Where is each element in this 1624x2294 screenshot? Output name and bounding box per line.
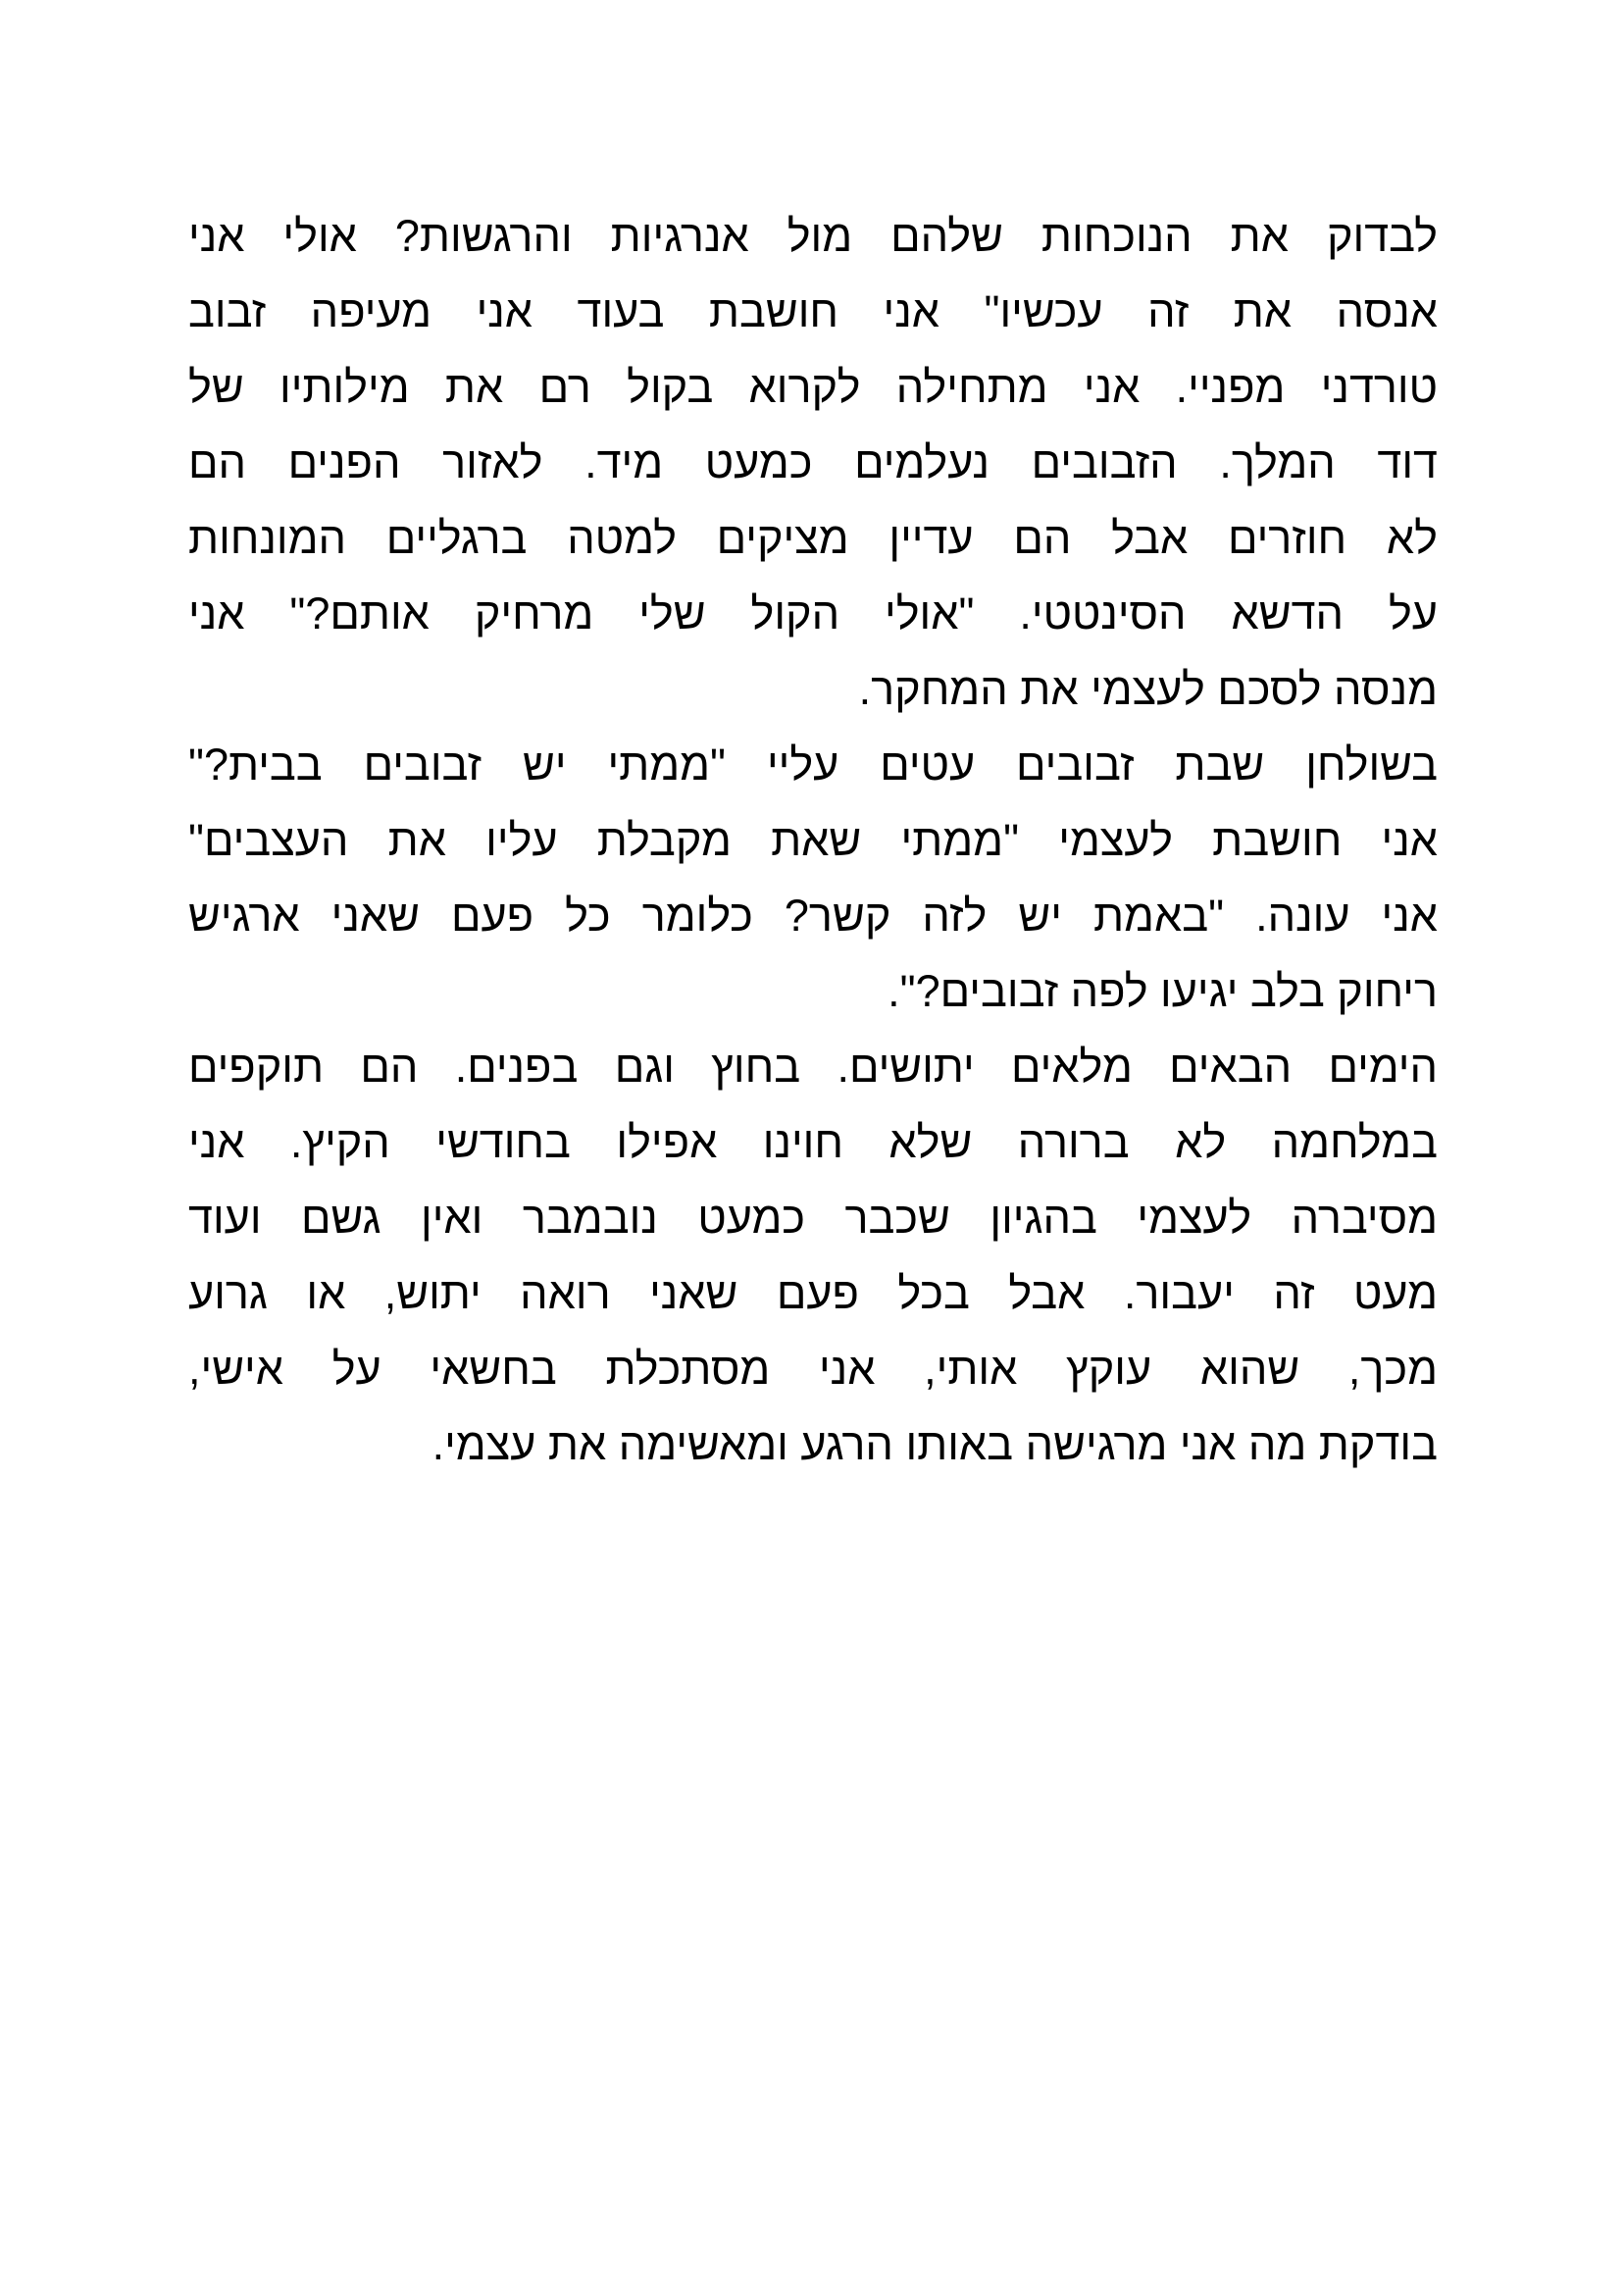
text-line: הימים הבאים מלאים יתושים. בחוץ וגם בפנים. הם תוקפים — [188, 1042, 1438, 1092]
text-line: במלחמה לא ברורה שלא חוינו אפילו בחודשי הקיץ. אני — [188, 1117, 1438, 1167]
body-text — [188, 198, 1438, 1482]
text-line: מעט זה יעבור. אבל בכל פעם שאני רואה יתוש, או גרוע — [188, 1268, 1438, 1318]
text-line: אנסה את זה עכשיו" אני חושבת בעוד אני מעיפה זבוב — [188, 286, 1438, 336]
text-line: טורדני מפניי. אני מתחילה לקרוא בקול רם את מילותיו של — [188, 362, 1438, 412]
paragraph-2 — [188, 727, 1438, 1029]
text-line: אני עונה. "באמת יש לזה קשר? כלומר כל פעם שאני ארגיש — [188, 891, 1438, 941]
text-line: בודקת מה אני מרגישה באותו הרגע ומאשימה את עצמי. — [431, 1419, 1438, 1469]
text-line: לבדוק את הנוכחות שלהם מול אנרגיות והרגשות? אולי אני — [188, 211, 1438, 261]
paragraph-3 — [188, 1029, 1438, 1482]
paragraph-1 — [188, 198, 1438, 727]
text-line: מסיברה לעצמי בהגיון שכבר כמעט נובמבר ואין גשם ועוד — [188, 1193, 1438, 1243]
text-line: על הדשא הסינטטי. "אולי הקול שלי מרחיק אותם?" אני — [188, 588, 1438, 638]
text-line: בשולחן שבת זבובים עטים עליי "ממתי יש זבובים בבית?" — [188, 739, 1438, 790]
text-line: מכך, שהוא עוקץ אותי, אני מסתכלת בחשאי על אישי, — [188, 1344, 1438, 1394]
text-line: לא חוזרים אבל הם עדיין מציקים למטה ברגליים המונחות — [188, 513, 1438, 563]
text-line: אני חושבת לעצמי "ממתי שאת מקבלת עליו את העצבים" — [188, 815, 1438, 865]
text-line: מנסה לסכם לעצמי את המחקר. — [858, 664, 1438, 714]
text-line: ריחוק בלב יגיעו לפה זבובים?". — [888, 966, 1438, 1016]
text-line: דוד המלך. הזבובים נעלמים כמעט מיד. לאזור הפנים הם — [188, 437, 1438, 487]
